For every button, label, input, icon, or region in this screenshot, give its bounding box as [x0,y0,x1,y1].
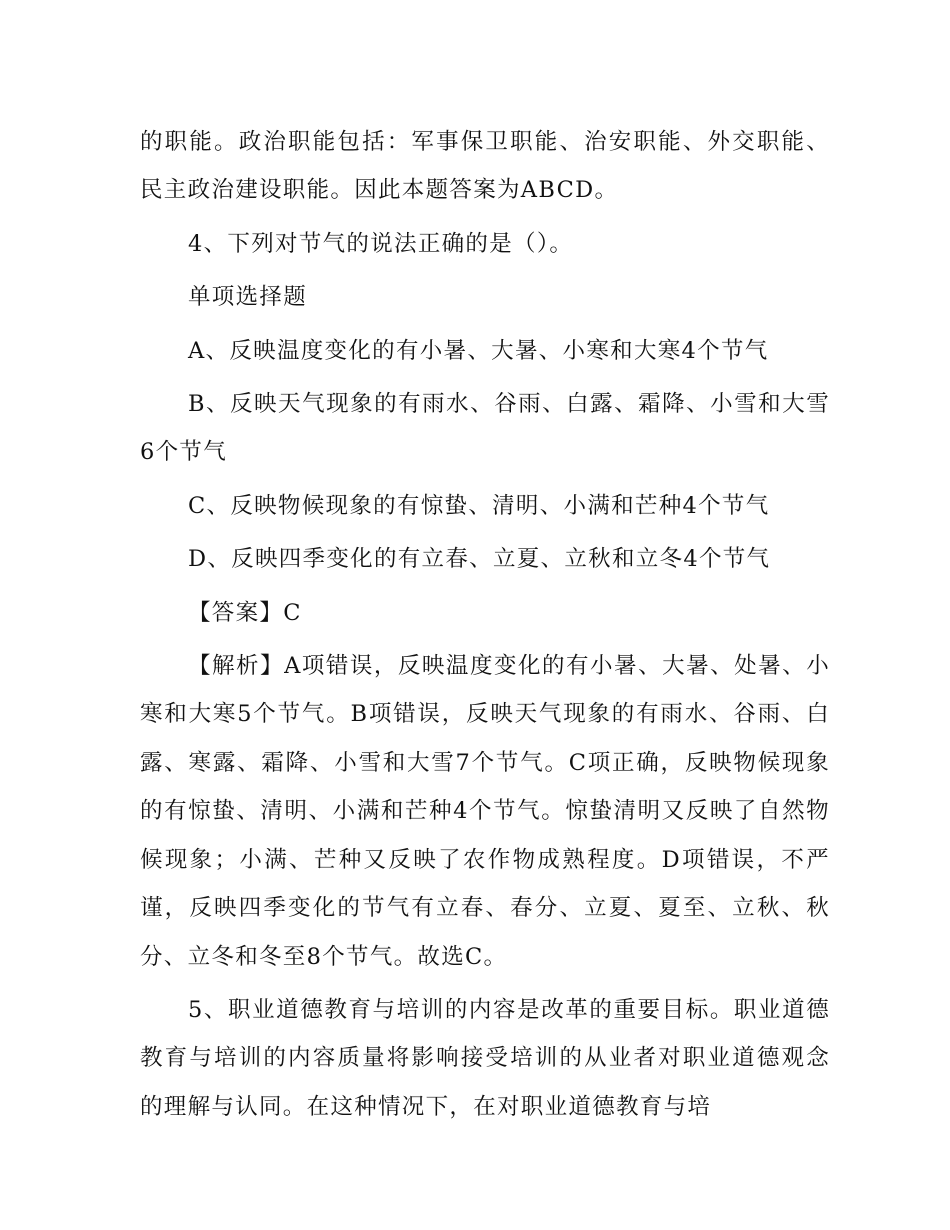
question-4-option-d: D、反映四季变化的有立春、立夏、立秋和立冬4个节气 [188,546,771,573]
document-page [140,118,830,1131]
question-4-option-a: A、反映温度变化的有小暑、大暑、小寒和大寒4个节气 [188,337,769,364]
question-5-stem: 5、职业道德教育与培训的内容是改革的重要目标。职业道德教育与培训的内容质量将影响接受培训的从业者对职业道德观念的理解与认同。在这种情况下，在对职业道德教育与培 [140,996,830,1120]
question-4-option-c: C、反映物候现象的有惊蛰、清明、小满和芒种4个节气 [188,492,770,519]
question-4-type: 单项选择题 [188,284,308,311]
question-4-answer: 【答案】C [188,599,302,626]
question-4-stem: 4、下列对节气的说法正确的是（）。 [188,230,574,257]
paragraph-previous-answer-continuation: 的职能。政治职能包括：军事保卫职能、治安职能、外交职能、民主政治建设职能。因此本题答案为ABCD。 [140,129,830,204]
question-4-analysis: 【解析】A项错误，反映温度变化的有小暑、大暑、处暑、小寒和大寒5个节气。B项错误，反映天气现象的有雨水、谷雨、白露、寒露、霜降、小雪和大雪7个节气。C项正确，反映物候现象的有惊蛰、清明、小满和芒种4个节气。惊蛰清明又反映了自然物候现象；小满、芒种又反映了农作物成熟程度。D项错误，不严谨，反映四季变化的节气有立春、春分、立夏、夏至、立秋、秋分、立冬和冬至8个节气。故选C。 [140,653,830,970]
question-4-option-b: B、反映天气现象的有雨水、谷雨、白露、霜降、小雪和大雪6个节气 [140,391,830,466]
